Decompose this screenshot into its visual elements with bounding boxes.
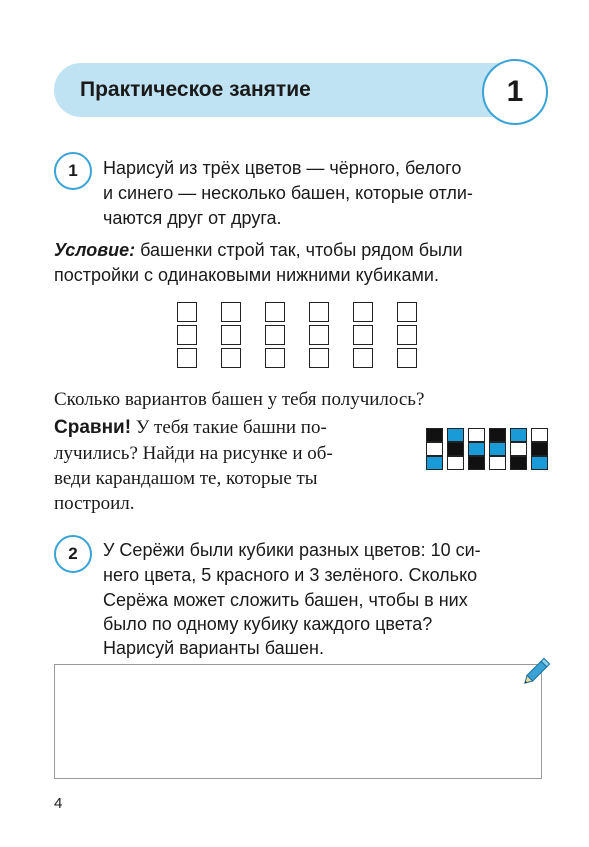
condition-line-1 (54, 240, 463, 261)
tower-cube-white (489, 456, 506, 470)
task-1-line-2: и синего — несколько башен, которые отли- (103, 183, 473, 203)
compare-line-2: лучились? Найди на рисунке и об- (54, 443, 333, 464)
empty-tower (221, 302, 243, 371)
sample-tower (510, 428, 527, 470)
task-1-line-1: Нарисуй из трёх цветов — чёрного, белого (103, 158, 462, 178)
pencil-icon (522, 652, 556, 691)
empty-tower (353, 302, 375, 371)
compare-line-4: построил. (54, 493, 135, 514)
condition-line-2: постройки с одинаковыми нижними кубиками. (54, 265, 439, 285)
tower-cube-black (447, 442, 464, 456)
tower-cube-black (426, 428, 443, 442)
sample-tower (531, 428, 548, 470)
sample-tower (426, 428, 443, 470)
task-2-line-3: Серёжа может сложить башен, чтобы в них (103, 590, 468, 610)
task-2-line-4: было по одному кубику каждого цвета? (103, 614, 433, 634)
tower-cube-black (468, 456, 485, 470)
sample-tower (468, 428, 485, 470)
sample-tower (447, 428, 464, 470)
tower-cube-white (510, 442, 527, 456)
answer-drawing-box[interactable] (54, 664, 542, 779)
tower-cube-blue (510, 428, 527, 442)
empty-tower (265, 302, 287, 371)
tower-cube-black (489, 428, 506, 442)
task-2-line-2: него цвета, 5 красного и 3 зелёного. Сколько (103, 565, 478, 585)
empty-tower (177, 302, 199, 371)
tower-cube-white (447, 456, 464, 470)
tower-cube-blue (447, 428, 464, 442)
tower-cube-black (531, 442, 548, 456)
tower-cube-white (468, 428, 485, 442)
page-number: 4 (54, 795, 63, 812)
tower-cube-white (531, 428, 548, 442)
tower-cube-blue (468, 442, 485, 456)
empty-tower (397, 302, 419, 371)
task-1-number: 1 (54, 152, 92, 190)
tower-cube-blue (489, 442, 506, 456)
sample-tower (489, 428, 506, 470)
tower-cube-blue (531, 456, 548, 470)
compare-line-3: веди карандашом те, которые ты (54, 468, 318, 489)
empty-tower (309, 302, 331, 371)
page-title: Практическое занятие (80, 78, 311, 101)
task-1-line-3: чаются друг от друга. (103, 208, 282, 228)
task-2-line-1: У Серёжи были кубики разных цветов: 10 си- (103, 540, 481, 560)
condition-text-1: башенки строй так, чтобы рядом были (135, 240, 463, 260)
condition-label: Условие: (54, 240, 136, 260)
tower-cube-white (426, 442, 443, 456)
compare-text-1: У тебя такие башни по- (131, 417, 327, 438)
task-2-number: 2 (54, 535, 92, 573)
tower-cube-blue (426, 456, 443, 470)
compare-label: Сравни! (54, 417, 132, 438)
lesson-number-badge: 1 (482, 59, 548, 125)
task-2-line-5: Нарисуй варианты башен. (103, 638, 325, 658)
tower-cube-black (510, 456, 527, 470)
compare-line-1 (54, 417, 327, 439)
question-line: Сколько вариантов башен у тебя получилось? (54, 389, 425, 410)
